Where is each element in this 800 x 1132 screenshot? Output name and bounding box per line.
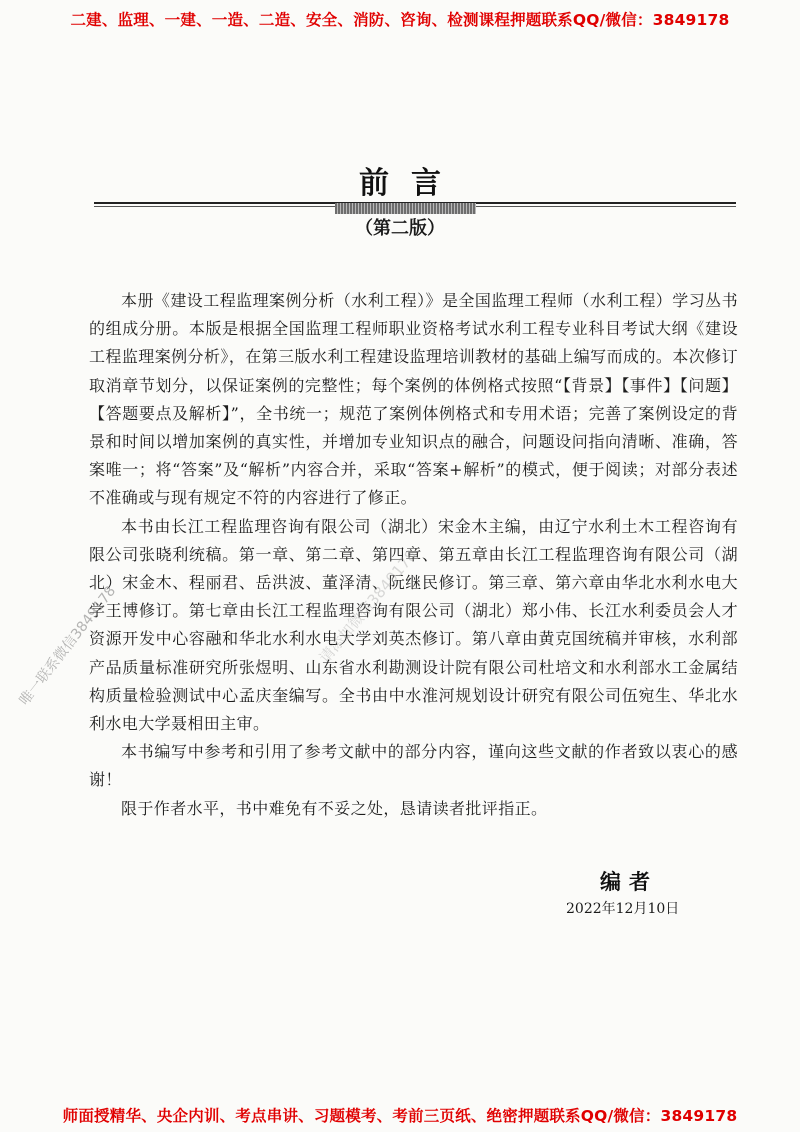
watermark-middle: 请添加微信3849178 [315,546,421,667]
paragraph: 本册《建设工程监理案例分析（水利工程）》是全国监理工程师（水利工程）学习丛书的组成分册。本版是根据全国监理工程师职业资格考试水利工程专业科目考试大纲《建设工程监理案例分析》，在第三版水利工程建设监理培训教材的基础上编写而成的。本次修订取消章节划分，以保证案例的完整性；每个案例的体例格式按照“【背景】【事件】【问题】【答题要点及解析】”，全书统一；规范了案例体例格式和专用术语；完善了案例设定的背景和时间以增加案例的真实性，并增加专业知识点的融合，问题设问指向清晰、准确，答案唯一；将“答案”及“解析”内容合并，采取“答案+解析”的模式，便于阅读；对部分表述不准确或与现有规定不符的内容进行了修正。 [89,291,738,508]
bottom-promo-banner: 师面授精华、央企内训、考点串讲、习题模考、考前三页纸、绝密押题联系QQ/微信：3849178 [62,1107,738,1125]
paragraph: 本书编写中参考和引用了参考文献中的部分内容，谨向这些文献的作者致以衷心的感谢！ [89,742,738,790]
page-title: 前言 [359,166,463,201]
paragraph: 限于作者水平，书中难免有不妥之处，恳请读者批评指正。 [121,798,548,818]
date: 2022年12月10日 [566,901,680,917]
signature: 编者 [600,869,658,894]
top-promo-banner: 二建、监理、一建、一造、二造、安全、消防、咨询、检测课程押题联系QQ/微信：3849178 [70,11,730,29]
watermark-left: 唯一联系微信3849178 [16,583,120,709]
title-rule-ornament [335,203,476,214]
edition-subtitle: （第二版） [355,218,445,239]
paragraph: 本书由长江工程监理咨询有限公司（湖北）宋金木主编，由辽宁水利土木工程咨询有限公司张晓利统稿。第一章、第二章、第四章、第五章由长江工程监理咨询有限公司（湖北）宋金木、程丽君、岳洪波、董泽清、阮继民修订。第三章、第六章由华北水利水电大学王博修订。第七章由长江工程监理咨询有限公司（湖北）郑小伟、长江水利委员会人才资源开发中心容融和华北水利水电大学刘英杰修订。第八章由黄克国统稿并审核，水利部产品质量标准研究所张煜明、山东省水利勘测设计院有限公司杜培文和水利部水工金属结构质量检验测试中心孟庆奎编写。全书由中水淮河规划设计研究有限公司伍宛生、华北水利水电大学聂相田主审。 [89,516,738,734]
